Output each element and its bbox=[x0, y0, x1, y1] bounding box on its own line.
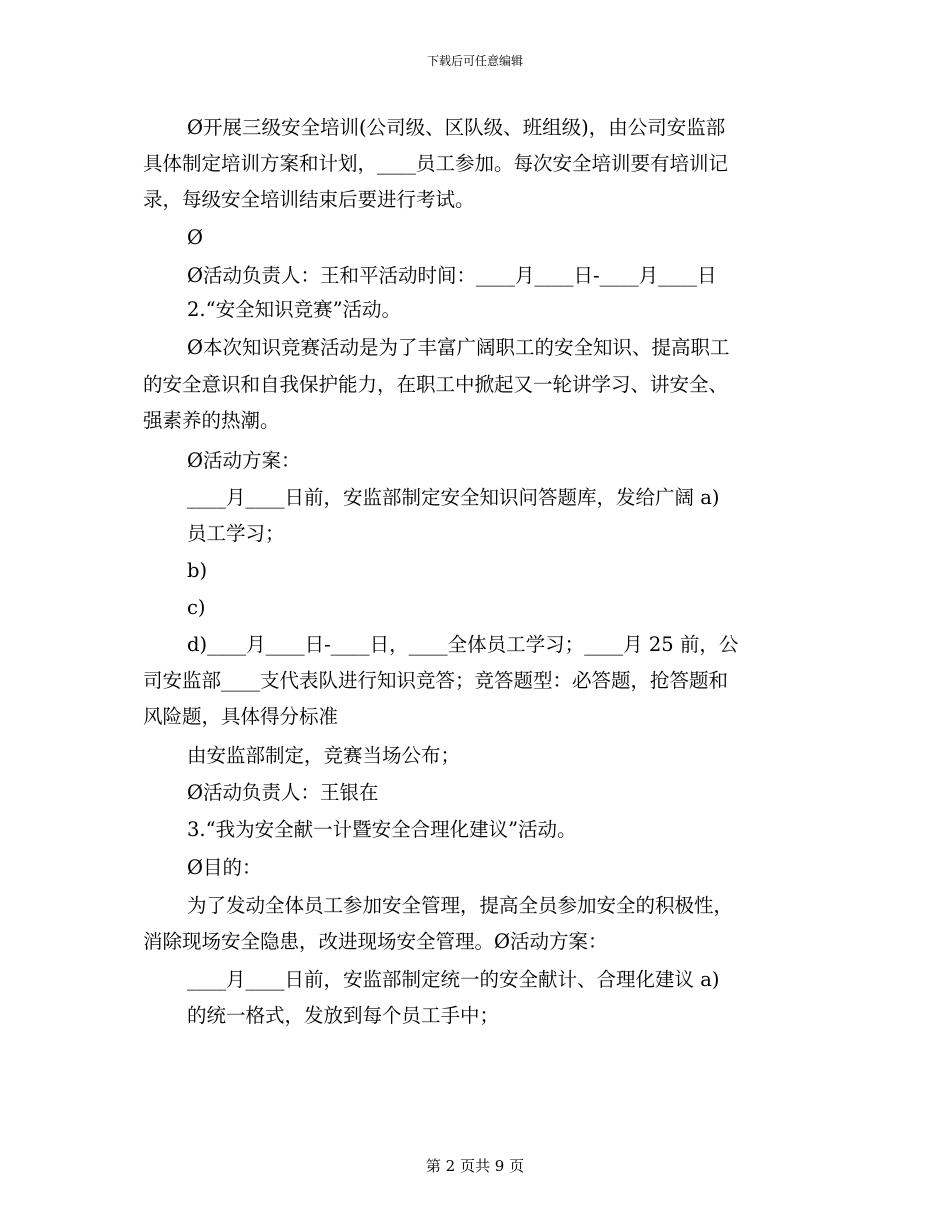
page-footer: 第 2 页共 9 页 bbox=[425, 1157, 525, 1175]
list-item-c: c) bbox=[187, 596, 206, 619]
body-line: Ø活动负责人：王和平活动时间：____月____日-____月____日 bbox=[187, 264, 717, 287]
body-line: Ø活动方案： bbox=[187, 449, 301, 472]
body-line: 的统一格式，发放到每个员工手中； bbox=[187, 1004, 500, 1027]
body-line: ____月____日前，安监部制定安全知识问答题库，发给广阔 a) bbox=[187, 486, 720, 509]
body-line: Ø bbox=[187, 226, 203, 249]
body-line: ____月____日前，安监部制定统一的安全献计、合理化建议 a) bbox=[187, 968, 720, 991]
body-line: 的安全意识和自我保护能力，在职工中掀起又一轮讲学习、讲安全、 bbox=[143, 373, 729, 396]
page-header: 下载后可任意编辑 bbox=[426, 54, 523, 68]
section-heading: 2.“安全知识竞赛”活动。 bbox=[187, 298, 402, 321]
body-line: 员工学习； bbox=[187, 522, 285, 545]
section-heading: 3.“我为安全献一计暨安全合理化建议”活动。 bbox=[187, 818, 577, 841]
body-line: Ø活动负责人：王银在 bbox=[187, 781, 379, 804]
body-line: 强素养的热潮。 bbox=[143, 409, 280, 432]
body-line: 风险题，具体得分标准 bbox=[143, 705, 339, 728]
list-item-b: b) bbox=[187, 559, 208, 582]
body-line: 由安监部制定，竞赛当场公布； bbox=[187, 744, 461, 767]
body-line: 录，每级安全培训结束后要进行考试。 bbox=[143, 188, 475, 211]
body-line: Ø目的： bbox=[187, 856, 262, 879]
body-line: Ø开展三级安全培训(公司级、区队级、班组级)，由公司安监部 bbox=[187, 116, 726, 139]
body-line: 为了发动全体员工参加安全管理，提高全员参加安全的积极性， bbox=[187, 894, 734, 917]
list-item-d: d)____月____日-____日，____全体员工学习；____月 25 前，公 bbox=[187, 633, 739, 656]
body-line: Ø本次知识竞赛活动是为了丰富广阔职工的安全知识、提高职工 bbox=[187, 336, 730, 359]
body-line: 具体制定培训方案和计划，____员工参加。每次安全培训要有培训记 bbox=[143, 152, 729, 175]
body-line: 司安监部____支代表队进行知识竞答；竞答题型：必答题，抢答题和 bbox=[143, 669, 729, 692]
body-line: 消除现场安全隐患，改进现场安全管理。Ø活动方案： bbox=[143, 930, 608, 953]
